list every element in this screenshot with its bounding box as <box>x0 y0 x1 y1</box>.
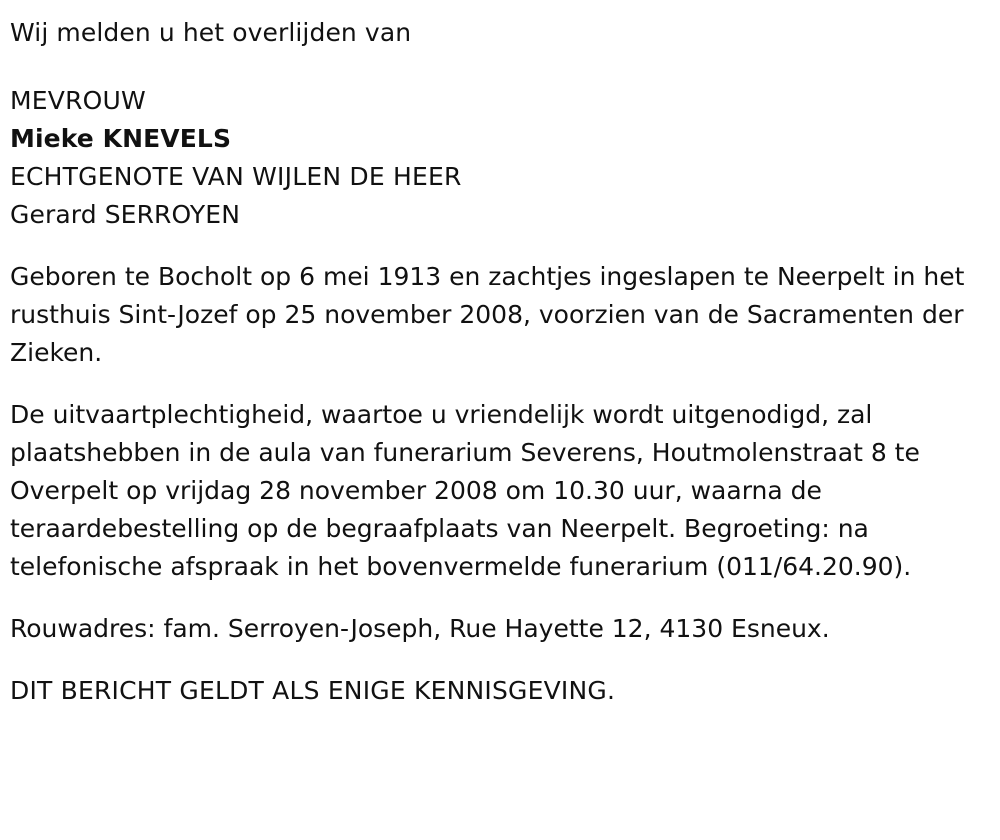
intro-line: Wij melden u het overlijden van <box>10 18 412 47</box>
spouse-name: Gerard SERROYEN <box>10 200 240 229</box>
birth-death-paragraph: Geboren te Bocholt op 6 mei 1913 en zachtjes ingeslapen te Neerpelt in het rusthuis Sint-Jozef op 25 november 2008, voorzien van de Sacramenten der Zieken. <box>10 262 965 367</box>
deceased-block <box>10 82 978 234</box>
mourning-address: Rouwadres: fam. Serroyen-Joseph, Rue Hayette 12, 4130 Esneux. <box>10 614 830 643</box>
deceased-name: Mieke KNEVELS <box>10 124 232 153</box>
salutation-line: MEVROUW <box>10 86 146 115</box>
relation-line: ECHTGENOTE VAN WIJLEN DE HEER <box>10 162 462 191</box>
ceremony-paragraph: De uitvaartplechtigheid, waartoe u vriendelijk wordt uitgenodigd, zal plaatshebben in de aula van funerarium Severens, Houtmolenstraat 8 te Overpelt op vrijdag 28 november 2008 om 10.30 uur, waarna de teraardebestelling op de begraafplaats van Neerpelt. Begroeting: na telefonische afspraak in het bovenvermelde funerarium (011/64.20.90). <box>10 400 920 581</box>
closing-line: DIT BERICHT GELDT ALS ENIGE KENNISGEVING. <box>10 676 616 705</box>
